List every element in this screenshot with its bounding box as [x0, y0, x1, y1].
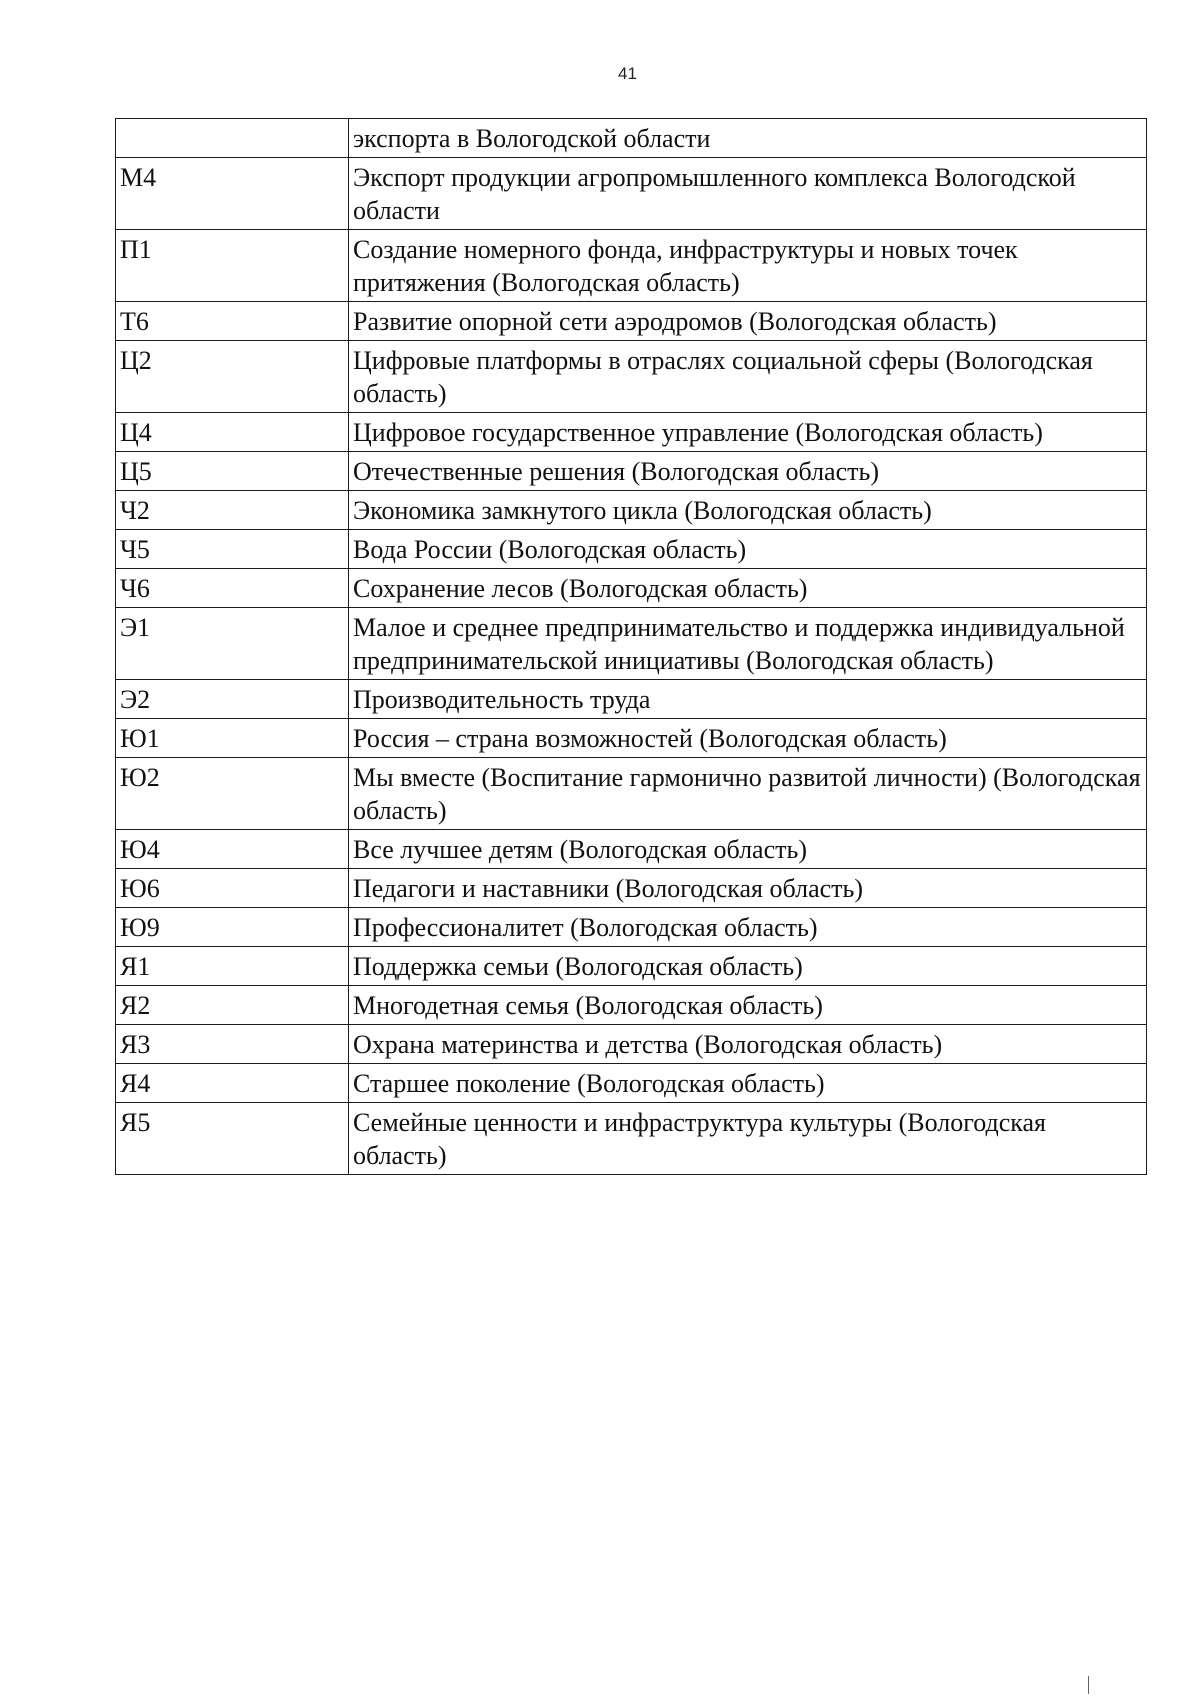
- project-code-cell: Ц4: [116, 413, 349, 452]
- table-row: [116, 452, 1147, 491]
- project-name-cell: Все лучшее детям (Вологодская область): [349, 830, 1147, 869]
- table-row: [116, 869, 1147, 908]
- project-name-cell: Экономика замкнутого цикла (Вологодская область): [349, 491, 1147, 530]
- project-code-cell: Ю9: [116, 908, 349, 947]
- table-row: [116, 830, 1147, 869]
- project-code-cell: Я3: [116, 1025, 349, 1064]
- project-name-cell: Цифровое государственное управление (Вологодская область): [349, 413, 1147, 452]
- project-code-cell: Ц2: [116, 341, 349, 413]
- table-row: [116, 908, 1147, 947]
- project-name-cell: Производительность труда: [349, 680, 1147, 719]
- project-code-cell: М4: [116, 158, 349, 230]
- project-code-cell: Ч2: [116, 491, 349, 530]
- project-name-cell: Вода России (Вологодская область): [349, 530, 1147, 569]
- project-name-cell: экспорта в Вологодской области: [349, 119, 1147, 158]
- project-name-cell: Старшее поколение (Вологодская область): [349, 1064, 1147, 1103]
- project-code-cell: Э2: [116, 680, 349, 719]
- page-number: 41: [618, 64, 637, 83]
- project-name-cell: Сохранение лесов (Вологодская область): [349, 569, 1147, 608]
- table-row: [116, 491, 1147, 530]
- project-name-cell: Педагоги и наставники (Вологодская область): [349, 869, 1147, 908]
- table-row: [116, 119, 1147, 158]
- table-row: [116, 302, 1147, 341]
- project-code-cell: Ю1: [116, 719, 349, 758]
- scan-artifact: [1088, 1676, 1089, 1694]
- table-row: [116, 530, 1147, 569]
- project-name-cell: Профессионалитет (Вологодская область): [349, 908, 1147, 947]
- project-name-cell: Отечественные решения (Вологодская область): [349, 452, 1147, 491]
- project-code-cell: Я5: [116, 1103, 349, 1175]
- project-code-cell: Т6: [116, 302, 349, 341]
- project-name-cell: Многодетная семья (Вологодская область): [349, 986, 1147, 1025]
- project-name-cell: Малое и среднее предпринимательство и поддержка индивидуальной предпринимательской инициативы (Вологодская область): [349, 608, 1147, 680]
- project-name-cell: Цифровые платформы в отраслях социальной сферы (Вологодская область): [349, 341, 1147, 413]
- table-row: [116, 719, 1147, 758]
- table-row: [116, 947, 1147, 986]
- project-code-cell: Ч5: [116, 530, 349, 569]
- project-code-cell: Ц5: [116, 452, 349, 491]
- table-body: [116, 119, 1147, 1175]
- project-name-cell: Поддержка семьи (Вологодская область): [349, 947, 1147, 986]
- table-row: [116, 158, 1147, 230]
- project-code-cell: Я4: [116, 1064, 349, 1103]
- table-row: [116, 986, 1147, 1025]
- project-code-cell: Ю2: [116, 758, 349, 830]
- project-code-cell: Я1: [116, 947, 349, 986]
- project-name-cell: Мы вместе (Воспитание гармонично развитой личности) (Вологодская область): [349, 758, 1147, 830]
- project-code-cell: [116, 119, 349, 158]
- project-name-cell: Охрана материнства и детства (Вологодская область): [349, 1025, 1147, 1064]
- table-row: [116, 413, 1147, 452]
- table-row: [116, 569, 1147, 608]
- project-code-cell: Я2: [116, 986, 349, 1025]
- table-row: [116, 1103, 1147, 1175]
- project-code-cell: Ч6: [116, 569, 349, 608]
- table-row: [116, 230, 1147, 302]
- table-row: [116, 341, 1147, 413]
- project-code-cell: П1: [116, 230, 349, 302]
- project-name-cell: Развитие опорной сети аэродромов (Вологодская область): [349, 302, 1147, 341]
- project-name-cell: Создание номерного фонда, инфраструктуры и новых точек притяжения (Вологодская область): [349, 230, 1147, 302]
- project-code-cell: Э1: [116, 608, 349, 680]
- table-row: [116, 758, 1147, 830]
- project-name-cell: Россия – страна возможностей (Вологодская область): [349, 719, 1147, 758]
- table-row: [116, 680, 1147, 719]
- project-name-cell: Экспорт продукции агропромышленного комплекса Вологодской области: [349, 158, 1147, 230]
- project-name-cell: Семейные ценности и инфраструктура культуры (Вологодская область): [349, 1103, 1147, 1175]
- table-row: [116, 608, 1147, 680]
- project-code-cell: Ю6: [116, 869, 349, 908]
- project-code-cell: Ю4: [116, 830, 349, 869]
- projects-table: [115, 118, 1147, 1175]
- table-row: [116, 1064, 1147, 1103]
- table-row: [116, 1025, 1147, 1064]
